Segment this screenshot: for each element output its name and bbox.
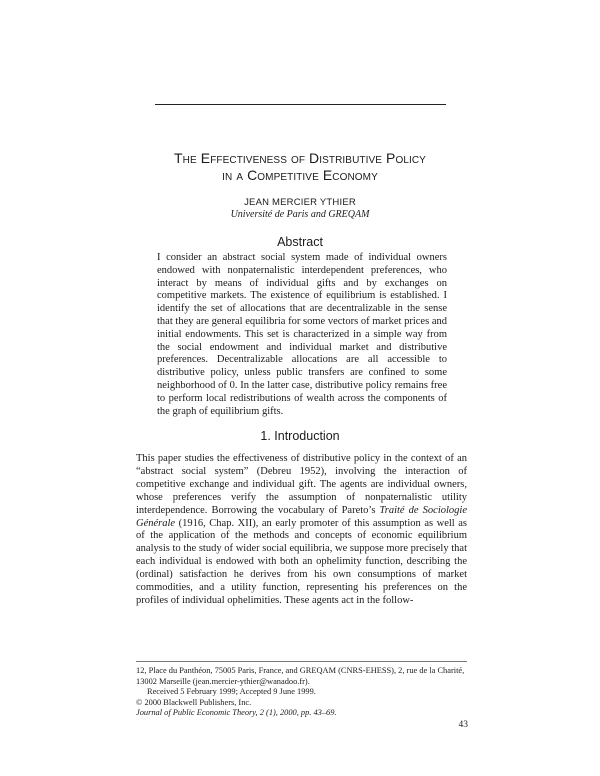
journal-citation: Journal of Public Economic Theory, 2 (1), 2000, pp. 43–69. [136,708,337,718]
footnote-rule [136,661,467,662]
intro-text-part-2: (1916, Chap. XII), an early promoter of this assumption as well as of the application of the methods and concepts of economic equilibrium analysis to the study of wider social equilibria, we suppose more precisely that each individual is endowed with both an ophelimity function, describing the (ordinal) satisfaction he derives from his own consumptions of market commodities, and a utility function, representing his preferences on the profiles of individual ophelimities. These agents act in the follow- [136,517,467,606]
abstract-text: I consider an abstract social system made of individual owners endowed with nonpaternalistic interdependent preferences, who interact by means of individual gifts and by exchanges on competitive markets. The existence of equilibrium is established. I identify the set of allocations that are decentralizable in the sense that they are general equilibria for some vectors of market prices and initial endowments. This set is characterized in a simple way from the social endowment and individual market and distributive preferences. Decentralizable allocations are all accessible to distributive policy, unless public transfers are confined to some neighborhood of 0. In the latter case, distributive policy remains free to perform local redistributions of wealth across the components of the graph of equilibrium gifts. [157,252,447,417]
footnote-address: 12, Place du Panthéon, 75005 Paris, France, and GREQAM (CNRS-EHESS), 2, rue de la Charité, 13002 Marseille (jean.mercier-ythier@wanadoo.fr). [136,666,465,686]
intro-italic-title: Traité de Sociologie Générale [136,504,467,529]
footnote-copyright: © 2000 Blackwell Publishers, Inc. [136,697,252,707]
abstract-heading: Abstract [277,235,323,249]
paper-title-line-2: in a Competitive Economy [222,167,378,183]
footnotes [136,666,467,719]
footnote-journal [136,708,467,719]
footnote-received: Received 5 February 1999; Accepted 9 June 1999. [147,687,316,697]
page-number: 43 [458,720,468,730]
author-name: JEAN MERCIER YTHIER [244,197,356,208]
header-rule [155,104,446,105]
introduction-paragraph [136,453,467,608]
intro-text-part-1: This paper studies the effectiveness of distributive policy in the context of an “abstract social system” (Debreu 1952), involving the interaction of competitive exchange and individual gift. The agents are individual owners, whose preferences verify the assumption of nonpaternalistic utility interdependence. Borrowing the vocabulary of Pareto’s [136,453,467,516]
section-heading-introduction: 1. Introduction [260,429,340,443]
paper-title-line-1: The Effectiveness of Distributive Policy [174,150,426,166]
author-affiliation: Université de Paris and GREQAM [230,209,370,220]
